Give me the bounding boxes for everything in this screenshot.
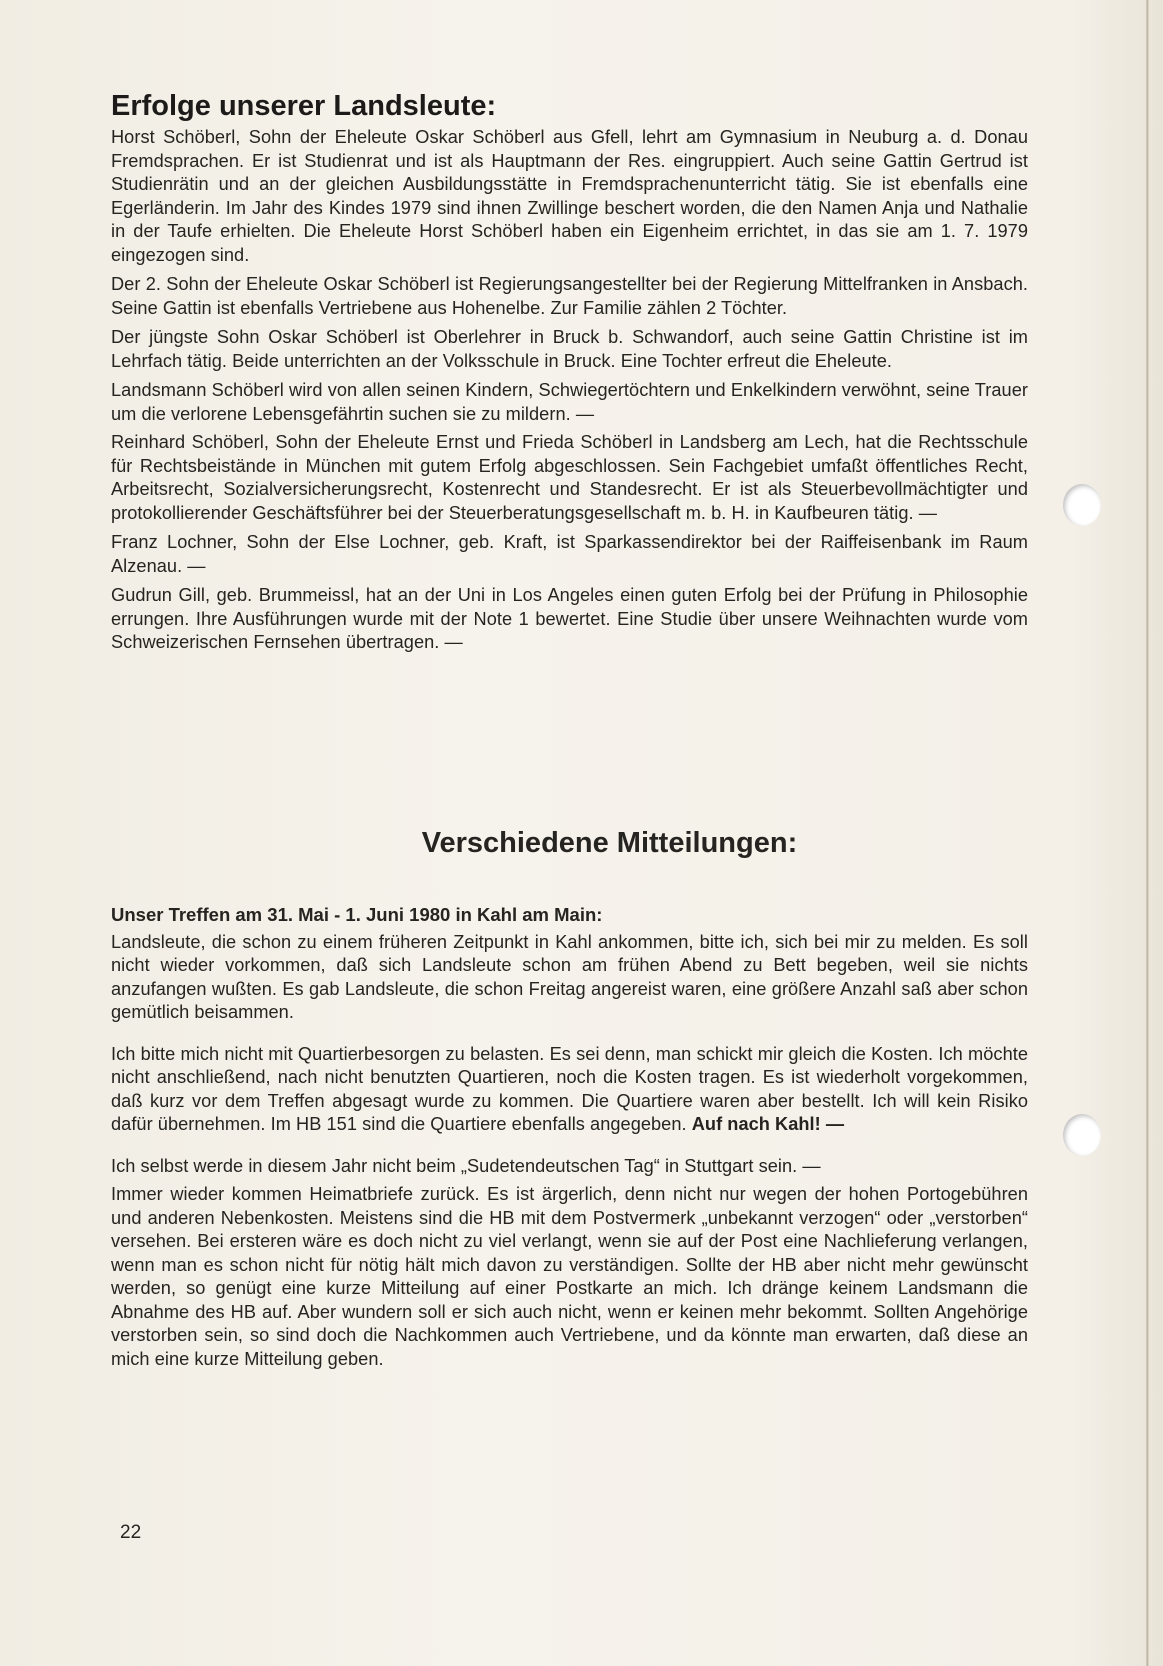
paragraph: Reinhard Schöberl, Sohn der Eheleute Ernst und Frieda Schöberl in Landsberg am Lech, hat die Rechtsschule für Rechtsbeistände in München mit gutem Erfolg abgeschlossen. Sein Fachgebiet umfaßt öffentliches Recht, Arbeitsrecht, Sozialversicherungsrecht, Kostenrecht und Standesrecht. Er ist als Steuerbevollmächtigter und protokollierender Geschäftsführer bei der Steuerberatungsgesellschaft m. b. H. in Kaufbeuren tätig. — bbox=[111, 432, 1028, 523]
punch-hole bbox=[1063, 484, 1101, 526]
paragraph: Landsmann Schöberl wird von allen seinen Kindern, Schwiegertöchtern und Enkelkindern verwöhnt, seine Trauer um die verlorene Lebensgefährtin suchen sie zu mildern. — bbox=[111, 380, 1028, 424]
spacer bbox=[111, 1143, 1028, 1155]
paragraph: Immer wieder kommen Heimatbriefe zurück. Es ist ärgerlich, denn nicht nur wegen der hohen Portogebühren und anderen Nebenkosten. Meistens sind die HB mit dem Postvermerk „unbekannt verzogen“ oder „verstorben“ versehen. Bei ersteren wäre es doch nicht zu viel verlangt, wenn sie auf der Post eine Nachlieferung verlangen, wenn man es schon nicht für nötig hält mich davon zu verständigen. Sollte der HB aber nicht mehr gewünscht werden, so genügt eine kurze Mitteilung auf einer Postkarte an mich. Ich dränge keinem Landsmann die Abnahme des HB auf. Aber wundern soll er sich auch nicht, wenn er keinen mehr bekommt. Sollten Angehörige verstorben sein, so sind doch die Nachkommen auch Vertriebene, und da könnte man erwarten, daß diese an mich eine kurze Mitteilung geben. bbox=[111, 1184, 1028, 1369]
section-heading-mitteilungen: Verschiedene Mitteilungen: bbox=[421, 826, 798, 859]
paragraph: Franz Lochner, Sohn der Else Lochner, geb. Kraft, ist Sparkassendirektor bei der Raiffeisenbank im Raum Alzenau. — bbox=[111, 532, 1028, 576]
section-heading-erfolge: Erfolge unserer Landsleute: bbox=[111, 90, 497, 122]
meeting-subheading: Unser Treffen am 31. Mai - 1. Juni 1980 in Kahl am Main: bbox=[111, 903, 603, 925]
paragraph bbox=[111, 1043, 1028, 1137]
page-content bbox=[111, 86, 1028, 1646]
page-fold bbox=[1146, 0, 1149, 1666]
paragraph: Horst Schöberl, Sohn der Eheleute Oskar Schöberl aus Gfell, lehrt am Gymnasium in Neuburg a. d. Donau Fremdsprachen. Er ist Studienrat und ist als Hauptmann der Res. eingruppiert. Auch seine Gattin Gertrud ist Studienrätin und an der gleichen Ausbildungsstätte in Fremdsprachenunterricht tätig. Sie ist ebenfalls eine Egerländerin. Im Jahr des Kindes 1979 sind ihnen Zwillinge beschert worden, die den Namen Anja und Nathalie in der Taufe erhielten. Die Eheleute Horst Schöberl haben ein Eigenheim errichtet, in das sie am 1. 7. 1979 eingezogen sind. bbox=[111, 127, 1028, 265]
punch-hole bbox=[1063, 1114, 1101, 1156]
paragraph: Ich selbst werde in diesem Jahr nicht beim „Sudetendeutschen Tag“ in Stuttgart sein. — bbox=[111, 1155, 821, 1176]
paragraph: Landsleute, die schon zu einem früheren Zeitpunkt in Kahl ankommen, bitte ich, sich bei mir zu melden. Es soll nicht wieder vorkommen, daß sich Landsleute schon am frühen Abend zu Bett begeben, weil sie nichts anzufangen wußten. Es gab Landsleute, die schon Freitag angereist waren, eine größere Anzahl saß aber schon gemütlich beisammen. bbox=[111, 931, 1028, 1022]
paragraph: Gudrun Gill, geb. Brummeissl, hat an der Uni in Los Angeles einen guten Erfolg bei der Prüfung in Philosophie errungen. Ihre Ausführungen wurde mit der Note 1 bewertet. Eine Studie über unsere Weihnachten wurde vom Schweizerischen Fernsehen übertragen. — bbox=[111, 585, 1028, 652]
spacer bbox=[111, 1031, 1028, 1043]
paragraph: Der 2. Sohn der Eheleute Oskar Schöberl ist Regierungsangestellter bei der Regierung Mittelfranken in Ansbach. Seine Gattin ist ebenfalls Vertriebene aus Hohenelbe. Zur Familie zählen 2 Töchter. bbox=[111, 274, 1028, 318]
paragraph-text: Ich bitte mich nicht mit Quartierbesorgen zu belasten. Es sei denn, man schickt mir gleich die Kosten. Ich möchte nicht anschließend, nach nicht benutzten Quartieren, noch die Kosten tragen. Es ist wiederholt vorgekommen, daß kurz vor dem Treffen abgesagt wurde zu kommen. Die Quartiere waren aber bestellt. Ich will kein Risiko dafür übernehmen. Im HB 151 sind die Quartiere ebenfalls angegeben. bbox=[111, 1043, 1028, 1134]
page-number: 22 bbox=[120, 1522, 142, 1543]
paragraph: Der jüngste Sohn Oskar Schöberl ist Oberlehrer in Bruck b. Schwandorf, auch seine Gattin Christine ist im Lehrfach tätig. Beide unterrichten an der Volksschule in Bruck. Eine Tochter erfreut die Eheleute. bbox=[111, 327, 1028, 371]
bold-callout: Auf nach Kahl! — bbox=[691, 1114, 845, 1134]
